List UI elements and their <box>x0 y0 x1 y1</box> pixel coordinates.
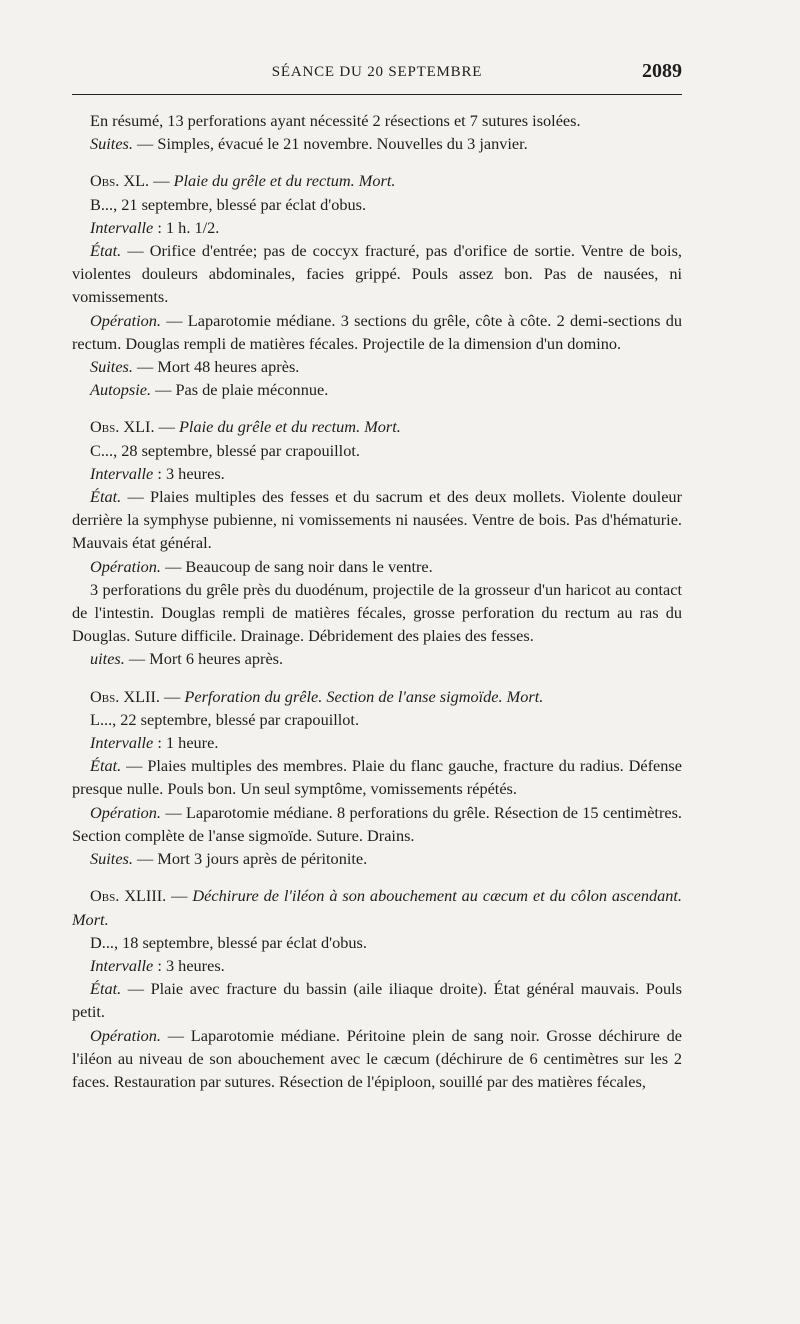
running-title: SÉANCE DU 20 SEPTEMBRE <box>271 64 483 80</box>
paragraph <box>72 309 682 355</box>
small-caps-run: Obs. XLI. <box>90 417 155 437</box>
small-caps-run: Obs. XLIII. <box>90 886 167 906</box>
italic-run: Intervalle <box>90 463 154 483</box>
italic-run: Intervalle <box>90 217 154 237</box>
paragraph <box>72 239 682 309</box>
paragraph <box>72 378 682 401</box>
italic-run: Suites. <box>90 134 133 154</box>
italic-run: État. <box>90 756 122 776</box>
text-run: : 3 heures. <box>153 463 225 483</box>
italic-run: État. <box>90 487 122 507</box>
text-run: — Plaie avec fracture du bassin (aile iliaque droite). État général mauvais. Pouls petit. <box>72 979 682 1022</box>
paragraph <box>72 169 682 192</box>
paragraph <box>72 415 682 438</box>
italic-run: Intervalle <box>90 955 154 975</box>
paragraph <box>72 216 682 239</box>
text-run: — Laparotomie médiane. 3 sections du grêle, côte à côte. 2 demi-sections du rectum. Douglas rempli de matières fécales. Projectile de la dimension d'un domino. <box>72 310 682 353</box>
text-run: — Mort 3 jours après de péritonite. <box>132 849 368 869</box>
paragraph <box>72 754 682 800</box>
paragraph <box>72 193 682 216</box>
paragraph <box>72 109 682 132</box>
paragraph <box>72 555 682 578</box>
italic-run: Opération. <box>90 1025 161 1045</box>
text-run: — Simples, évacué le 21 novembre. Nouvelles du 3 janvier. <box>132 134 528 154</box>
paragraph <box>72 1024 682 1094</box>
text-run: — <box>149 171 174 191</box>
italic-run: Perforation du grêle. Section de l'anse sigmoïde. Mort. <box>184 686 544 706</box>
text-run: D..., 18 septembre, blessé par éclat d'obus. <box>90 932 367 952</box>
text-run: — Mort 6 heures après. <box>124 649 284 669</box>
italic-run: uites. <box>90 649 125 669</box>
italic-run: Déchirure de l'iléon à son abouchement au cæcum et du côlon ascendant. Mort. <box>72 886 682 929</box>
text-run: — Plaies multiples des membres. Plaie du flanc gauche, fracture du radius. Défense presque nulle. Pouls bon. Un seul symptôme, vomissements répétés. <box>72 756 682 799</box>
paragraph <box>72 954 682 977</box>
italic-run: État. <box>90 979 122 999</box>
text-run: L..., 22 septembre, blessé par crapouillot. <box>90 709 360 729</box>
paragraph <box>72 485 682 555</box>
text-run: — Laparotomie médiane. Péritoine plein de sang noir. Grosse déchirure de l'iléon au niveau de son abouchement avec le cæcum (déchirure de 6 centimètres sur les 2 faces. Restauration par sutures. Résection de l'épiploon, souillé par des matières fécales, <box>72 1025 682 1091</box>
italic-run: Opération. <box>90 802 161 822</box>
paragraph <box>72 355 682 378</box>
italic-run: Suites. <box>90 849 133 869</box>
text-run: : 3 heures. <box>153 955 225 975</box>
text-run: — Mort 48 heures après. <box>132 357 300 377</box>
text-run: C..., 28 septembre, blessé par crapouillot. <box>90 440 360 460</box>
paragraph <box>72 132 682 155</box>
text-run: — Pas de plaie méconnue. <box>151 380 329 400</box>
text-run: En résumé, 13 perforations ayant nécessité 2 résections et 7 sutures isolées. <box>90 111 581 130</box>
text-run: — <box>166 886 193 906</box>
text-run: B..., 21 septembre, blessé par éclat d'obus. <box>90 194 367 214</box>
italic-run: Plaie du grêle et du rectum. Mort. <box>173 171 396 191</box>
paragraph <box>72 439 682 462</box>
paragraph <box>72 801 682 847</box>
italic-run: Suites. <box>90 357 133 377</box>
text-run: — Laparotomie médiane. 8 perforations du grêle. Résection de 15 centimètres. Section complète de l'anse sigmoïde. Suture. Drains. <box>72 802 682 845</box>
paragraph <box>72 884 682 930</box>
paragraph <box>72 708 682 731</box>
paragraph <box>72 647 682 670</box>
paragraph <box>72 977 682 1023</box>
small-caps-run: Obs. XL. <box>90 171 150 191</box>
text-run: — Beaucoup de sang noir dans le ventre. <box>161 556 433 576</box>
page-header <box>72 58 682 95</box>
text-run: 3 perforations du grêle près du duodénum, projectile de la grosseur d'un haricot au contact de l'intestin. Douglas rempli de matières fécales, grosse perforation du rectum au ras du Douglas. Suture difficile. Drainage. Débridement des plaies des fesses. <box>72 579 682 646</box>
paragraph <box>72 847 682 870</box>
paragraph <box>72 931 682 954</box>
page-number: 2089 <box>642 60 682 82</box>
document-page <box>72 58 682 1093</box>
small-caps-run: Obs. XLII. <box>90 686 160 706</box>
italic-run: État. <box>90 241 122 261</box>
paragraph <box>72 731 682 754</box>
italic-run: Autopsie. <box>90 380 152 400</box>
body-text <box>72 109 682 1093</box>
text-run: : 1 heure. <box>153 733 219 753</box>
italic-run: Plaie du grêle et du rectum. Mort. <box>178 417 401 437</box>
paragraph <box>72 462 682 485</box>
italic-run: Opération. <box>90 310 161 330</box>
paragraph <box>72 578 682 648</box>
text-run: — Orifice d'entrée; pas de coccyx fracturé, pas d'orifice de sortie. Ventre de bois, violentes douleurs abdominales, facies grippé. Pouls assez bon. Pas de nausées, ni vomissements. <box>72 241 682 307</box>
text-run: — <box>154 417 179 437</box>
italic-run: Opération. <box>90 556 161 576</box>
paragraph <box>72 685 682 708</box>
text-run: — <box>159 686 185 706</box>
text-run: — Plaies multiples des fesses et du sacrum et des deux mollets. Violente douleur derrière la symphyse pubienne, ni vomissements ni nausées. Ventre de bois. Pas d'hématurie. Mauvais état général. <box>72 487 682 553</box>
text-run: : 1 h. 1/2. <box>153 217 220 237</box>
italic-run: Intervalle <box>90 733 154 753</box>
